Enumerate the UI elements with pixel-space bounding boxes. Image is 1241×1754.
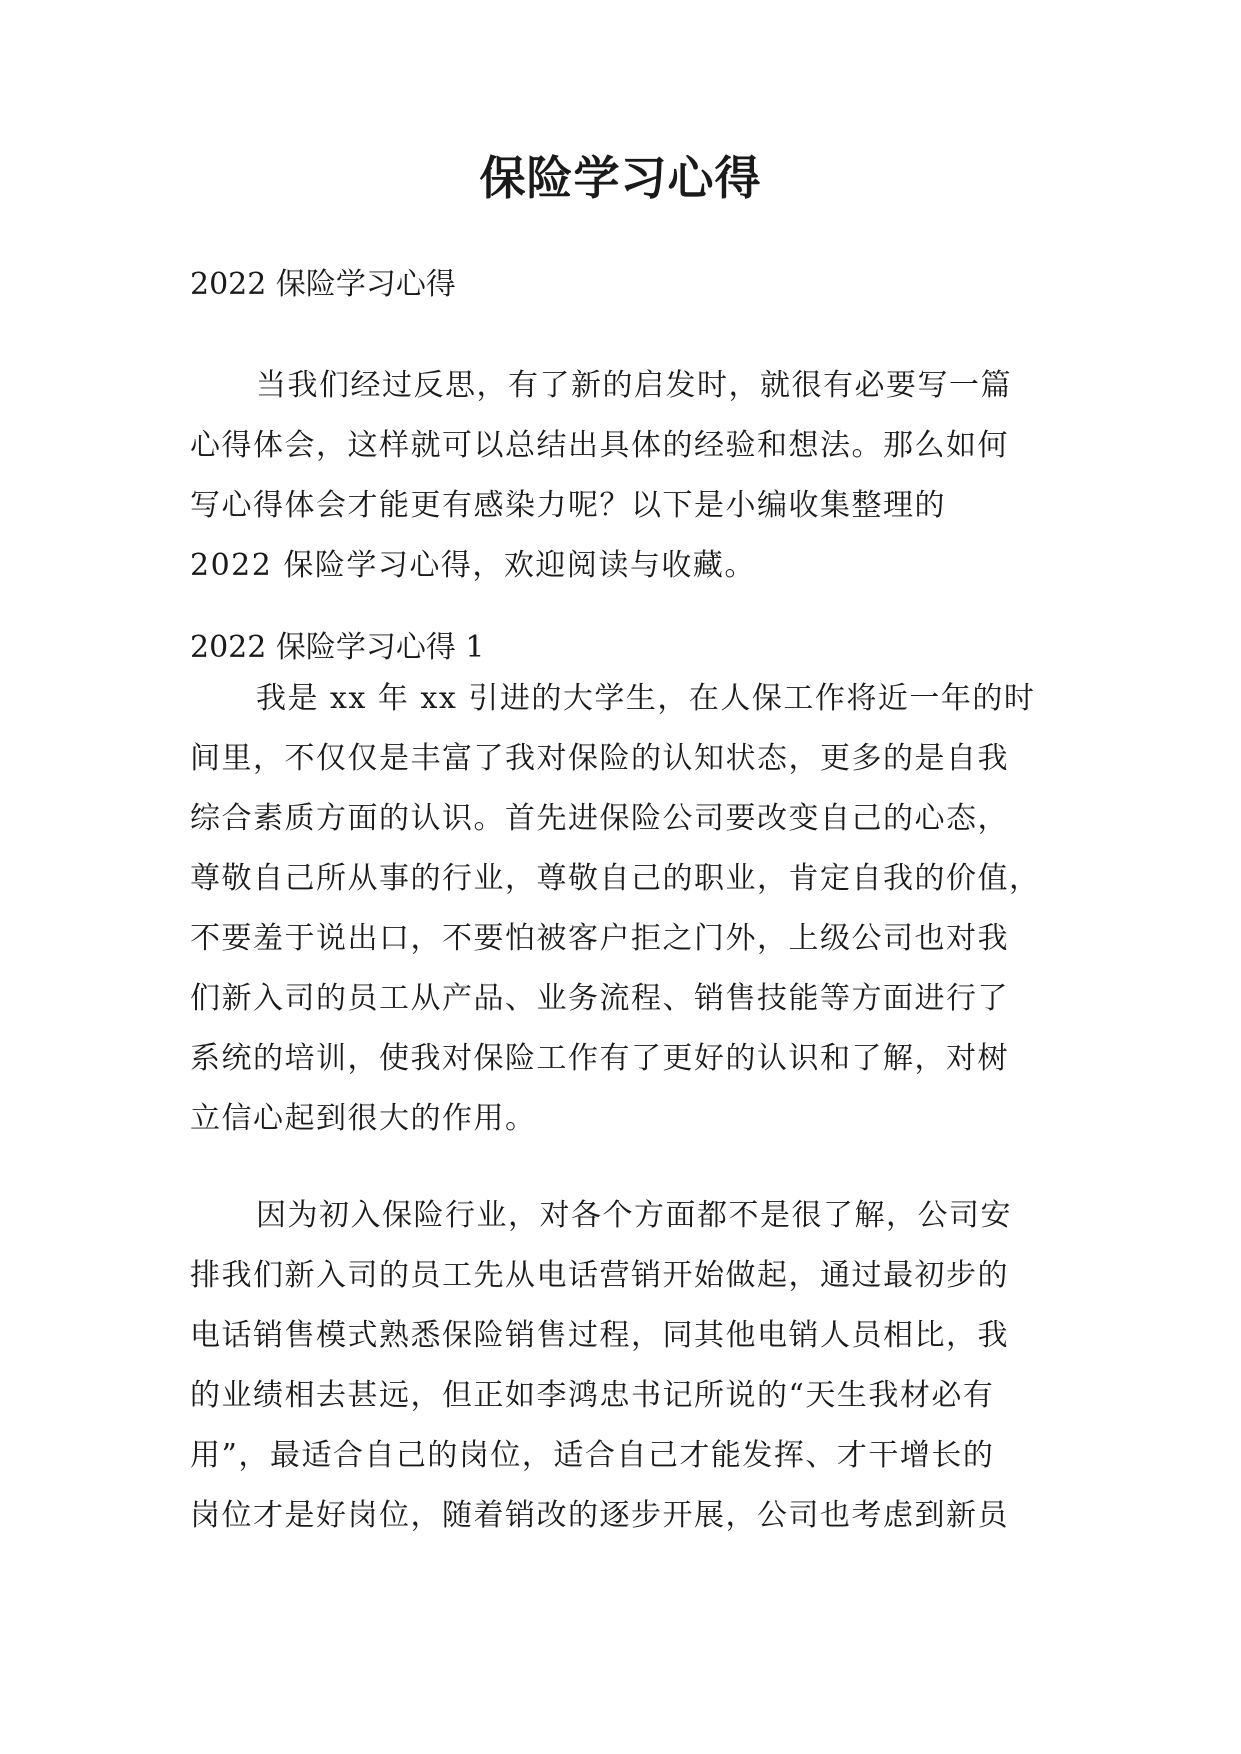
intro-paragraph bbox=[190, 356, 1060, 596]
paragraph-line: 尊敬自己所从事的行业，尊敬自己的职业，肯定自我的价值， bbox=[190, 861, 1041, 896]
document-subtitle: 2022 保险学习心得 bbox=[190, 267, 456, 302]
paragraph-line: 电话销售模式熟悉保险销售过程，同其他电销人员相比，我 bbox=[190, 1318, 1009, 1353]
paragraph-line: 2022 保险学习心得，欢迎阅读与收藏。 bbox=[190, 548, 756, 583]
paragraph-line: 的业绩相去甚远，但正如李鸿忠书记所说的“天生我材必有 bbox=[190, 1378, 995, 1413]
body-paragraph-1 bbox=[190, 669, 1060, 1149]
paragraph-line: 立信心起到很大的作用。 bbox=[190, 1101, 537, 1136]
paragraph-line: 因为初入保险行业，对各个方面都不是很了解，公司安 bbox=[256, 1198, 1012, 1233]
paragraph-line: 们新入司的员工从产品、业务流程、销售技能等方面进行了 bbox=[190, 981, 1009, 1016]
body-paragraph-2 bbox=[190, 1186, 1060, 1546]
paragraph-line: 我是 xx 年 xx 引进的大学生，在人保工作将近一年的时 bbox=[256, 681, 1036, 716]
document-title: 保险学习心得 bbox=[479, 151, 762, 205]
paragraph-line: 系统的培训，使我对保险工作有了更好的认识和了解，对树 bbox=[190, 1041, 1009, 1076]
paragraph-line: 综合素质方面的认识。首先进保险公司要改变自己的心态， bbox=[190, 801, 1009, 836]
paragraph-line: 岗位才是好岗位，随着销改的逐步开展，公司也考虑到新员 bbox=[190, 1498, 1009, 1533]
paragraph-line: 间里，不仅仅是丰富了我对保险的认知状态，更多的是自我 bbox=[190, 741, 1009, 776]
paragraph-line: 不要羞于说出口，不要怕被客户拒之门外，上级公司也对我 bbox=[190, 921, 1009, 956]
paragraph-line: 用”，最适合自己的岗位，适合自己才能发挥、才干增长的 bbox=[190, 1438, 995, 1473]
paragraph-line: 心得体会，这样就可以总结出具体的经验和想法。那么如何 bbox=[190, 428, 1009, 463]
section-heading: 2022 保险学习心得 1 bbox=[190, 630, 485, 665]
paragraph-line: 写心得体会才能更有感染力呢？以下是小编收集整理的 bbox=[190, 488, 946, 523]
paragraph-line: 当我们经过反思，有了新的启发时，就很有必要写一篇 bbox=[256, 368, 1012, 403]
paragraph-line: 排我们新入司的员工先从电话营销开始做起，通过最初步的 bbox=[190, 1258, 1009, 1293]
